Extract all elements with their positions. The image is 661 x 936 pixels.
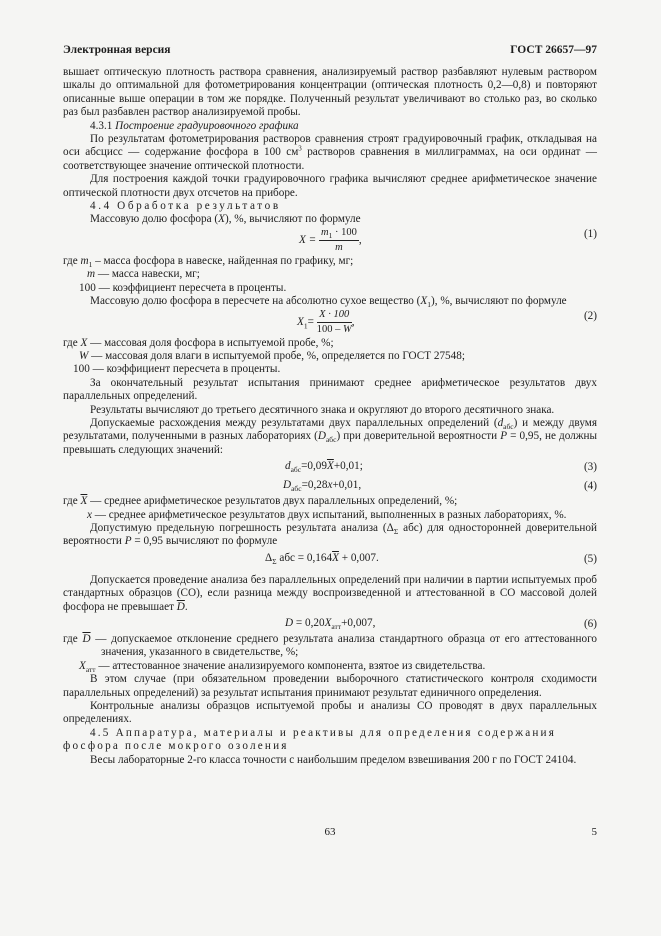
paragraph-error-limit: Допустимую предельную погрешность результата анализа ($\Delta_\Sigma$ абс) для односторонней доверительной вероятности P = 0,95 вычисляют по формуле xyxy=(63,521,598,548)
formula-1-number: (1) xyxy=(583,227,597,240)
formula-4-number: (4) xyxy=(583,480,597,493)
header-edition: Электронная версия xyxy=(63,44,171,56)
paragraph-rounding: Результаты вычисляют до третьего десятичного знака и округляют до второго десятичного знака. xyxy=(90,403,555,416)
paragraph-single-determination: В этом случае (при обязательном проведении выборочного статистического контроля сходимости параллельных определений) за результат испытания принимают результат единичного определения. xyxy=(63,673,597,699)
formula-2-fraction: $\frac{X \cdot 100}{100 - W}$ xyxy=(316,308,352,335)
formula-3-number: (3) xyxy=(583,461,597,474)
formula-1-fraction: $\frac{m_1 \cdot 100}{m}$ xyxy=(320,226,357,253)
paragraph-scales: Весы лабораторные 2-го класса точности с наибольшим пределом взвешивания 200 г по ГОСТ 24104. xyxy=(90,753,577,766)
definition-Xbar: где $\overline{X}$ — среднее арифметическое результатов двух параллельных определений, %; xyxy=(63,495,458,508)
formula-6-number: (6) xyxy=(583,618,597,630)
definition-Xatt: $X_{атт}$ — аттестованное значение анализируемого компонента, взятое из свидетельства. xyxy=(79,659,486,675)
paragraph-formula-1-intro: Массовую долю фосфора (X), %, вычисляют по формуле xyxy=(90,213,361,226)
definition-Dbar: где $\overline{D}$ — допускаемое отклонение среднего результата анализа стандартного образца от его аттестованного значения, указанного в свидетельстве, %; xyxy=(63,633,597,659)
paragraph-control-analyses: Контрольные анализы образцов испытуемой пробы и анализы СО проводят в двух параллельных определениях. xyxy=(63,700,597,726)
header-standard: ГОСТ 26657—97 xyxy=(510,44,597,56)
formula-1: X = $\frac{m_1 \cdot 100}{m}$ , (1) xyxy=(299,226,597,253)
paragraph-final-result: За окончательный результат испытания принимают среднее арифметическое результатов двух параллельных определений. xyxy=(63,376,597,403)
formula-2: $X_1=$ $\frac{X \cdot 100}{100 - W}$ , (2) xyxy=(297,308,597,335)
section-4-5-heading: 4.5 Аппаратура, материалы и реактивы для определения содержания xyxy=(90,726,557,739)
section-4-4-heading: 4.4 Обработка результатов xyxy=(90,200,281,213)
page-number: 63 xyxy=(324,826,336,838)
formula-2-number: (2) xyxy=(583,309,597,322)
definition-X: где X — массовая доля фосфора в испытуемой пробе, %; xyxy=(63,336,334,349)
section-4-3-1-heading: 4.3.1 Построение градуировочного графика xyxy=(90,119,299,132)
formula-5-number: (5) xyxy=(583,552,597,565)
definition-100-a: 100 — коэффициент пересчета в проценты. xyxy=(79,281,287,294)
formula-3: $d_{абс}=0,09\overline{X}+0,01$; (3) xyxy=(285,460,597,475)
footer-sheet-number: 5 xyxy=(591,826,597,838)
formula-5: $\Delta_\Sigma$ абс = $0,164\overline{X} + 0,007$. (5) xyxy=(265,551,597,567)
paragraph-no-parallel: Допускается проведение анализа без параллельных определений при наличии в партии испытуемых проб стандартных образцов (СО), если разница между воспроизведенной и аттестованной в СО массовой долей фосфора не превышает $\overline{D}$. xyxy=(63,573,597,613)
formula-4: $D_{абс}=0,28x+0,01$, (4) xyxy=(283,479,597,494)
definition-x: x — среднее арифметическое результатов двух испытаний, выполненных в разных лабораториях, %. xyxy=(87,508,567,521)
formula-6: $D = 0,20X_{атт}+0,007$, (6) xyxy=(285,617,597,632)
definition-m1: где $m_1$ – масса фосфора в навеске, найденная по графику, мг; xyxy=(63,254,354,270)
paragraph-graph-points: Для построения каждой точки градуировочного графика вычисляют среднее арифметическое значение оптической плотности двух отсчетов на приборе. xyxy=(63,173,597,199)
document-body xyxy=(63,66,597,767)
paragraph-calibration-graph: По результатам фотометрирования растворов сравнения строят градуировочный график, откладывая на оси абсцисс — содержание фосфора в 100 $см^3$ растворов сравнения в миллиграммах, на оси ординат — соответствующее значение оптической плотности. xyxy=(63,133,597,172)
paragraph-formula-2-intro: Массовую долю фосфора в пересчете на абсолютно сухое вещество $(X_1)$, %, вычисляют по формуле xyxy=(90,295,567,310)
paragraph-tolerances: Допускаемые расхождения между результатами двух параллельных определений $(d_{абс})$ и между двумя результатами, полученными в разных лабораториях $(D_{абс})$ при доверительной вероятности P = 0,95, не должны превышать следующих значений: xyxy=(63,416,598,456)
definition-100-b: 100 — коэффициент пересчета в проценты. xyxy=(73,363,281,376)
paragraph-dilution: вышает оптическую плотность раствора сравнения, анализируемый раствор разбавляют нулевым раствором шкалы до оптимальной для фотометрирования концентрации (оптическая плотность 0,2—0,8) и повторяют описанные выше операции в том же порядке. Полученный результат увеличивают во столько раз, во сколько раз был разбавлен раствор анализируемой пробы. xyxy=(63,66,597,119)
definition-m: m — масса навески, мг; xyxy=(87,268,200,281)
section-4-5-heading-cont: фосфора после мокрого озоления xyxy=(63,740,289,753)
page-header xyxy=(63,44,597,60)
definition-W: W — массовая доля влаги в испытуемой пробе, %, определяется по ГОСТ 27548; xyxy=(79,349,465,362)
